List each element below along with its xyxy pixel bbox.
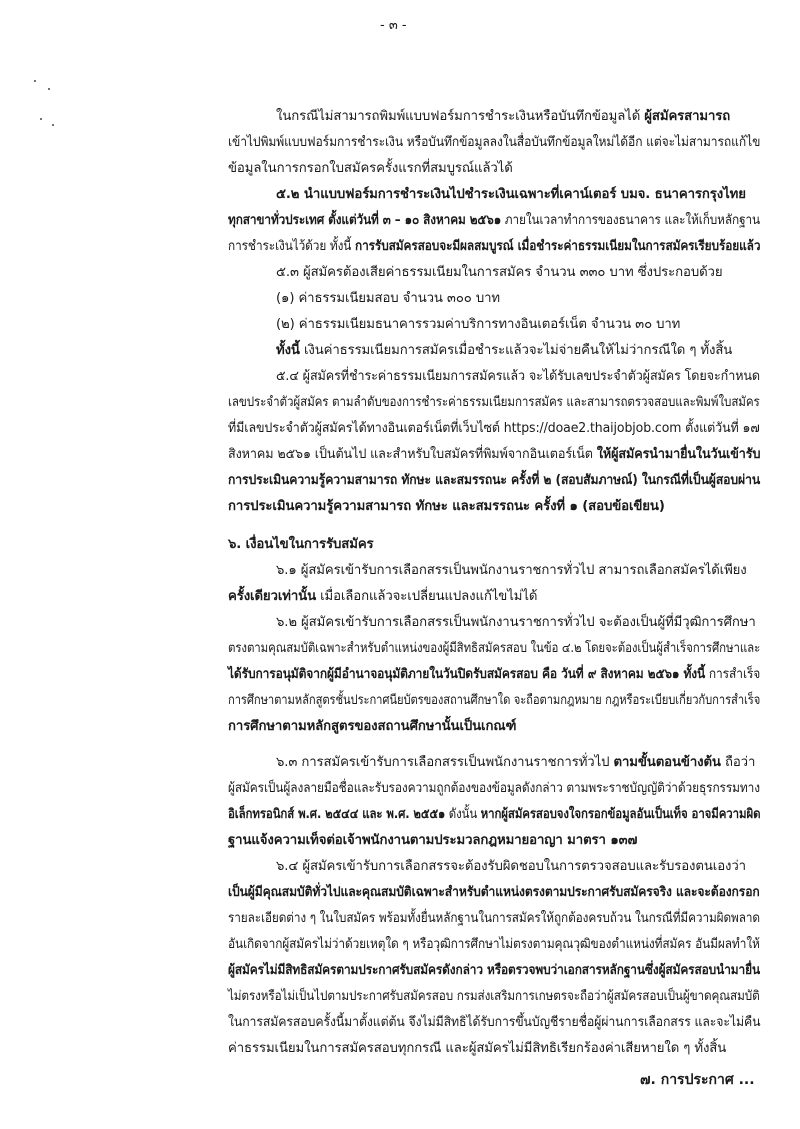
text-line (228, 237, 760, 257)
bold-text: การประเมินความรู้ความสามารถ ทักษะ และสมรรถนะ ครั้งที่ ๑ (สอบข้อเขียน) (228, 499, 665, 514)
text-line (228, 393, 760, 413)
bold-text: ๕.๒ นำแบบฟอร์มการชำระเงินไปชำระเงินเฉพาะที่เคาน์เตอร์ บมจ. ธนาคารกรุงไทย (276, 187, 746, 202)
bold-text: ทั้งนี้ (276, 343, 300, 358)
bold-text: การรับสมัครสอบจะมีผลสมบูรณ์ เมื่อชำระค่าธรรมเนียมในการสมัครเรียบร้อยแล้ว (354, 239, 761, 254)
text-segment: ในการสมัครสอบครั้งนี้มาตั้งแต่ต้น จึงไม่มีสิทธิได้รับการขึ้นบัญชีรายชื่อผู้ผ่านการเลือกสรร และจะไม่คืน (228, 1015, 761, 1030)
text-line (228, 211, 760, 231)
bold-text: การศึกษาตามหลักสูตรของสถานศึกษานั้นเป็นเกณฑ์ (228, 719, 517, 734)
text-segment: ค่าธรรมเนียมในการสมัครสอบทุกกรณี และผู้สมัครไม่มีสิทธิเรียกร้องค่าเสียหายใด ๆ ทั้งสิ้น (228, 1041, 727, 1056)
bold-text: ๖. เงื่อนไขในการรับสมัคร (228, 537, 374, 552)
text-line (228, 535, 374, 555)
text-line (228, 471, 760, 491)
text-segment: ๖.๑ ผู้สมัครเข้ารับการเลือกสรรเป็นพนักงานราชการทั่วไป สามารถเลือกสมัครได้เพียง (276, 563, 747, 578)
text-line (228, 717, 516, 737)
text-line (276, 341, 732, 361)
text-line (228, 497, 665, 517)
page-number: - ๓ - (380, 18, 407, 33)
text-segment: สิงหาคม ๒๕๖๑ เป็นต้นไป และสำหรับใบสมัครที่พิมพ์จากอินเตอร์เน็ต (228, 447, 597, 462)
text-line (228, 779, 760, 799)
continuation-footer: ๗. การประกาศ ... (640, 1072, 755, 1088)
text-segment: ดังนั้น (445, 807, 481, 822)
text-segment: การสำเร็จ (705, 667, 761, 682)
text-line (276, 289, 500, 309)
text-line (228, 587, 537, 607)
text-segment: ๖.๒ ผู้สมัครเข้ารับการเลือกสรรเป็นพนักงานราชการทั่วไป จะต้องเป็นผู้ที่มีวุฒิการศึกษา (276, 615, 756, 630)
text-line (228, 1039, 726, 1059)
text-segment: อันเกิดจากผู้สมัครไม่ว่าด้วยเหตุใด ๆ หรือวุฒิการศึกษาไม่ตรงตามคุณวุฒิของตำแหน่งที่สมัคร อันมีผลทำให้ (228, 937, 760, 952)
text-segment: ๕.๓ ผู้สมัครต้องเสียค่าธรรมเนียมในการสมัคร จำนวน ๓๓๐ บาท ซึ่งประกอบด้วย (276, 265, 723, 280)
bold-text: ครั้งเดียวเท่านั้น (228, 589, 316, 604)
bold-text: ได้รับการอนุมัติจากผู้มีอำนาจอนุมัติภายในวันปิดรับสมัครสอบ คือ วันที่ ๙ สิงหาคม ๒๕๖๑ ทั้งนี้ (228, 667, 706, 682)
text-segment: ผู้สมัครเป็นผู้ลงลายมือชื่อและรับรองความถูกต้องของข้อมูลดังกล่าว ตามพระราชบัญญัติว่าด้วยธุรกรรมทาง (228, 781, 760, 796)
text-segment: ตรงตามคุณสมบัติเฉพาะสำหรับตำแหน่งของผู้มีสิทธิสมัครสอบ ในข้อ ๔.๒ โดยจะต้องเป็นผู้สำเร็จการศึกษาและ (228, 641, 761, 656)
text-segment: (๒) ค่าธรรมเนียมธนาคารรวมค่าบริการทางอินเตอร์เน็ต จำนวน ๓๐ บาท (276, 317, 681, 332)
text-segment: ๖.๔ ผู้สมัครเข้ารับการเลือกสรรจะต้องรับผิดชอบในการตรวจสอบและรับรองตนเองว่า (276, 859, 746, 874)
text-segment: ๕.๔ ผู้สมัครที่ชำระค่าธรรมเนียมการสมัครแล้ว จะได้รับเลขประจำตัวผู้สมัคร โดยจะกำหนด (276, 369, 761, 384)
text-line (228, 1013, 760, 1033)
text-segment: เข้าไปพิมพ์แบบฟอร์มการชำระเงิน หรือบันทึกข้อมูลลงในสื่อบันทึกข้อมูลใหม่ได้อีก แต่จะไม่สามารถแก้ไข (228, 135, 761, 150)
text-line (228, 961, 760, 981)
text-segment: เงินค่าธรรมเนียมการสมัครเมื่อชำระแล้วจะไม่จ่ายคืนให้ไม่ว่ากรณีใด ๆ ทั้งสิ้น (299, 343, 733, 358)
text-line (276, 753, 755, 773)
text-segment: (๑) ค่าธรรมเนียมสอบ จำนวน ๓๐๐ บาท (276, 291, 500, 306)
text-segment: ภายในเวลาทำการของธนาคาร และให้เก็บหลักฐาน (501, 213, 761, 228)
text-segment: การศึกษาตามหลักสูตรชั้นประกาศนียบัตรของสถานศึกษาใด จะถือตามกฎหมาย กฎหรือระเบียบเกี่ยวกับการสำเร็จ (228, 693, 761, 708)
bold-text: ผู้สมัครสามารถ (644, 109, 731, 124)
bold-text: ให้ผู้สมัครนำมายื่นในวันเข้ารับ (596, 447, 761, 462)
scan-speck (48, 88, 50, 90)
text-line (228, 133, 760, 153)
text-line (276, 107, 730, 127)
scan-speck (34, 80, 36, 82)
bold-text: ผู้สมัครไม่มีสิทธิสมัครตามประกาศรับสมัครดังกล่าว หรือตรวจพบว่าเอกสารหลักฐานซึ่งผู้สมัครสอบนำมายื่น (228, 963, 761, 978)
text-line (228, 691, 760, 711)
text-segment: รายละเอียดต่าง ๆ ในใบสมัคร พร้อมทั้งยื่นหลักฐานในการสมัครให้ถูกต้องครบถ้วน ในกรณีที่มีความผิดพลาด (228, 911, 760, 926)
bold-text: อิเล็กทรอนิกส์ พ.ศ. ๒๕๔๔ และ พ.ศ. ๒๕๕๑ (228, 807, 446, 822)
text-line (228, 665, 760, 685)
text-line (276, 367, 760, 387)
scan-speck (52, 124, 54, 126)
text-line (276, 561, 747, 581)
bold-text: ทุกสาขาทั่วประเทศ ตั้งแต่วันที่ ๓ – ๑๐ สิงหาคม ๒๕๖๑ (228, 213, 502, 228)
text-line (228, 831, 637, 851)
text-line (276, 857, 746, 877)
bold-text: หากผู้สมัครสอบจงใจกรอกข้อมูลอันเป็นเท็จ อาจมีความผิด (480, 807, 761, 822)
scan-speck (40, 118, 42, 120)
text-segment: ๖.๓ การสมัครเข้ารับการเลือกสรรเป็นพนักงานราชการทั่วไป (276, 755, 614, 770)
text-line (228, 419, 760, 439)
text-line (276, 315, 680, 335)
text-line (276, 263, 723, 283)
text-line (228, 159, 513, 179)
bold-text: การประเมินความรู้ความสามารถ ทักษะ และสมรรถนะ ครั้งที่ ๒ (สอบสัมภาษณ์) ในกรณีที่เป็นผู้สอบผ่าน (228, 473, 761, 488)
bold-text: เป็นผู้มีคุณสมบัติทั่วไปและคุณสมบัติเฉพาะสำหรับตำแหน่งตรงตามประกาศรับสมัครจริง และจะต้องกรอก (228, 885, 760, 900)
text-line (276, 613, 756, 633)
text-line (228, 639, 760, 659)
text-line (276, 185, 746, 205)
text-line (228, 445, 760, 465)
text-segment: ถือว่า (720, 755, 756, 770)
text-line (228, 805, 760, 825)
text-segment: เมื่อเลือกแล้วจะเปลี่ยนแปลงแก้ไขไม่ได้ (315, 589, 538, 604)
text-line (228, 935, 760, 955)
bold-text: ตามขั้นตอนข้างต้น (613, 755, 721, 770)
text-segment: การชำระเงินไว้ด้วย ทั้งนี้ (228, 239, 355, 254)
bold-text: ฐานแจ้งความเท็จต่อเจ้าพนักงานตามประมวลกฎหมายอาญา มาตรา ๑๓๗ (228, 833, 638, 848)
text-segment: เลขประจำตัวผู้สมัคร ตามลำดับของการชำระค่าธรรมเนียมการสมัคร และสามารถตรวจสอบและพิมพ์ใบสมัคร (228, 395, 760, 410)
text-line (228, 987, 760, 1007)
text-segment: ข้อมูลในการกรอกใบสมัครครั้งแรกที่สมบูรณ์แล้วได้ (228, 161, 513, 176)
text-line (228, 909, 760, 929)
text-segment: ที่มีเลขประจำตัวผู้สมัครได้ทางอินเตอร์เน็ตที่เว็บไซต์ https://doae2.thaijobjob.com ตั้งแต่วันที่ ๑๗ (228, 421, 760, 436)
text-line (228, 883, 760, 903)
text-segment: ในกรณีไม่สามารถพิมพ์แบบฟอร์มการชำระเงินหรือบันทึกข้อมูลได้ (276, 109, 645, 124)
text-segment: ไม่ตรงหรือไม่เป็นไปตามประกาศรับสมัครสอบ กรมส่งเสริมการเกษตรจะถือว่าผู้สมัครสอบเป็นผู้ขาดคุณสมบัติ (228, 989, 760, 1004)
